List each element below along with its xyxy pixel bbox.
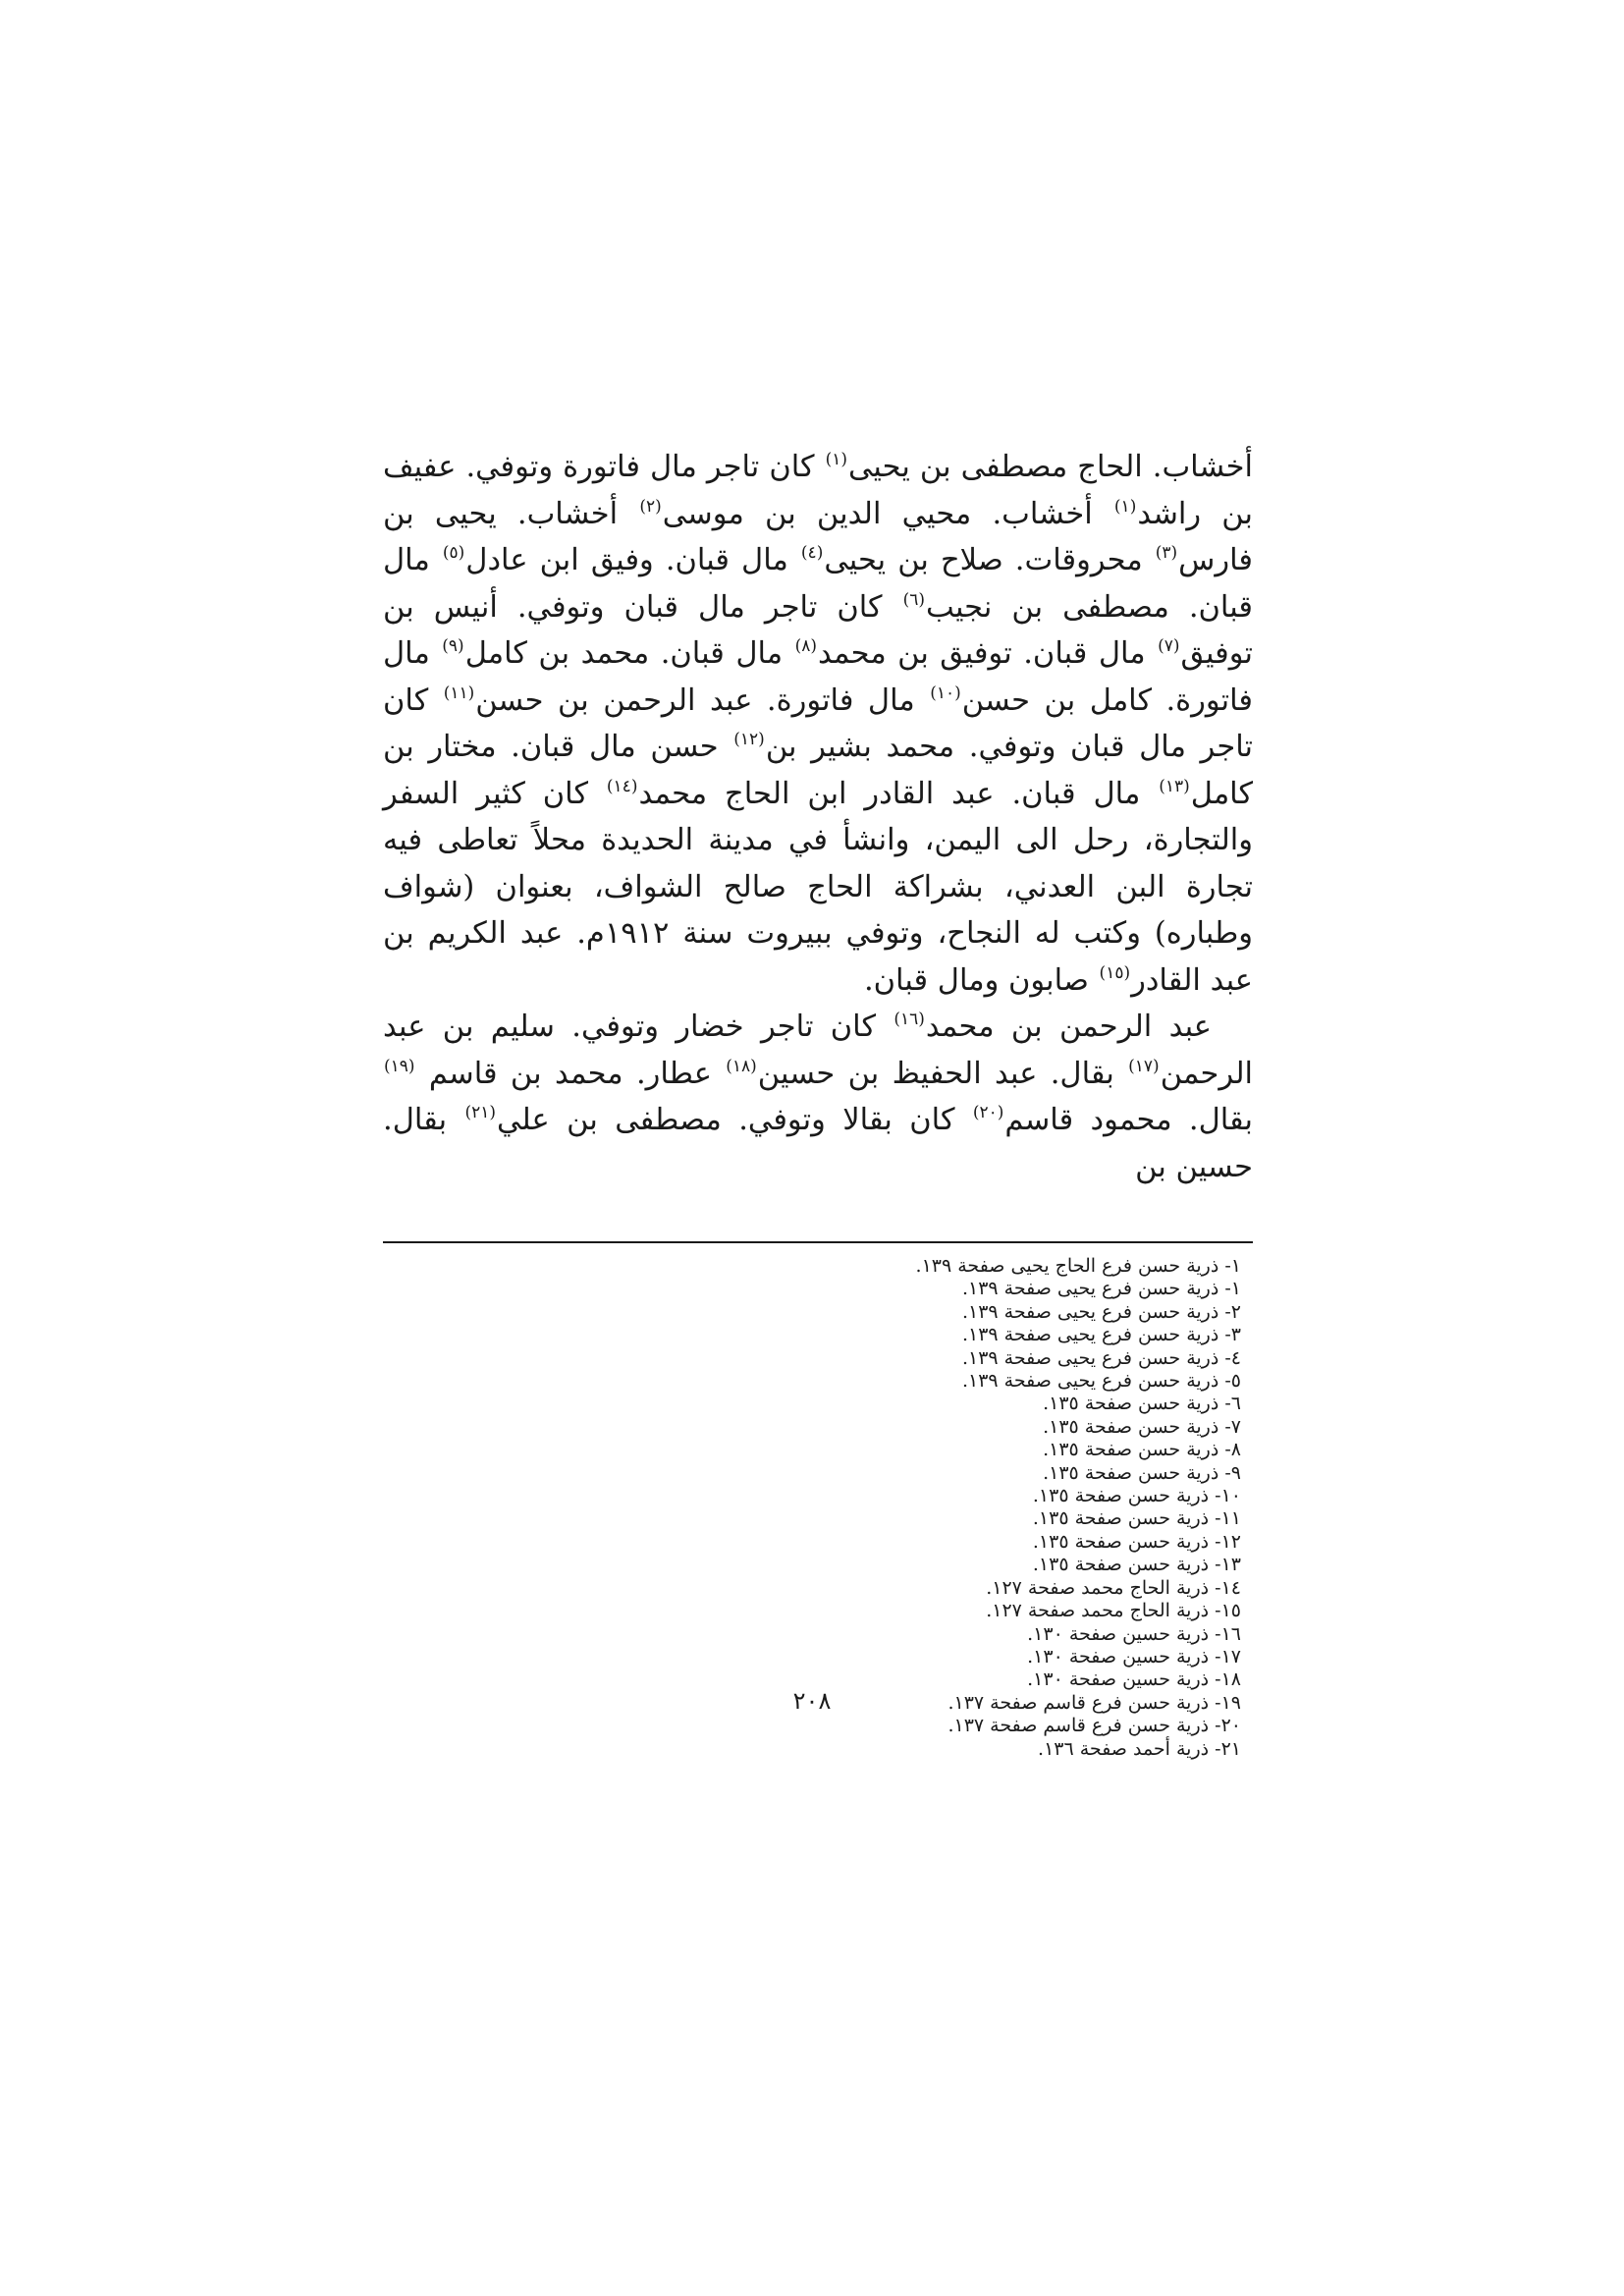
footnote-marker: (٢) [639,496,662,517]
footnote-marker: (٧) [1158,636,1180,656]
footnote-marker: (١٨) [726,1056,757,1076]
body-text [383,444,1253,1190]
body-text-run: بقال. حسين بن [383,1103,1253,1184]
body-text-run: كان بقالا وتوفي. مصطفى بن علي [497,1103,972,1137]
body-text-run: أخشاب. يحيى بن فارس [383,496,1253,577]
footnote-item: ١٢- ذرية حسن صفحة ١٣٥. [1032,1530,1241,1553]
footnote-marker: (١٠) [930,683,961,703]
footnote-marker: (١) [1113,496,1137,517]
footnote-marker: (٢١) [464,1103,496,1122]
footnote-marker: (١) [825,450,848,469]
footnote-item: ١- ذرية حسن فرع يحيى صفحة ١٣٩. [961,1278,1241,1300]
body-paragraph [383,444,1253,1004]
footnote-item: ١٩- ذرية حسن فرع قاسم صفحة ١٣٧. [947,1691,1241,1714]
body-text-run: صابون ومال قبان. [863,962,1099,998]
body-text-run: مال قبان. مصطفى بن نجيب [383,543,1253,625]
footnote-marker: (٦) [902,589,926,610]
footnote-item: ١٦- ذرية حسين صفحة ١٣٠. [1027,1622,1241,1645]
body-text-run: عطار. محمد بن قاسم [415,1056,726,1091]
footnote-marker: (١٢) [733,730,765,749]
body-text-run: مال قبان. محمد بن كامل [464,636,794,671]
body-text-run: أخشاب. الحاج مصطفى بن يحيى [848,450,1253,484]
footnote-item: ١٣- ذرية حسن صفحة ١٣٥. [1032,1554,1241,1576]
footnote-marker: (٣) [1155,543,1178,563]
footnote-item: ٢١- ذرية أحمد صفحة ١٣٦. [1038,1737,1241,1760]
body-text-run: بقال. محمود قاسم [1004,1103,1253,1137]
body-text-run: مال قبان. وفيق ابن عادل [465,543,800,577]
body-text-run: كان تاجر مال قبان وتوفي. أنيس بن توفيق [383,589,1253,671]
footnotes-list [554,1255,1241,1761]
footnote-item: ٣- ذرية حسن فرع يحيى صفحة ١٣٩. [961,1324,1241,1346]
page-number: ٢٠٨ [792,1687,832,1715]
footnote-marker: (١٧) [1128,1056,1160,1076]
footnote-marker: (١١) [443,683,475,703]
footnote-item: ٢٠- ذرية حسن فرع قاسم صفحة ١٣٧. [947,1715,1241,1737]
body-text-run: مال قبان. توفيق بن محمد [818,636,1158,671]
body-text-run: محروقات. صلاح بن يحيى [824,543,1155,577]
footnote-item: ٦- ذرية حسن صفحة ١٣٥. [1043,1393,1241,1415]
body-text-run: كان تاجر مال قبان وتوفي. محمد بشير بن [383,683,1253,764]
footnote-item: ٩- ذرية حسن صفحة ١٣٥. [1043,1461,1241,1484]
body-text-run: حسن مال قبان. مختار بن كامل [383,730,1253,811]
body-text-run: أخشاب. محيي الدين بن موسى [662,496,1113,531]
footnote-item: ١٤- ذرية الحاج محمد صفحة ١٢٧. [986,1576,1241,1599]
body-text-run: عبد الرحمن بن محمد [925,1010,1213,1044]
body-text-run: كان تاجر مال فاتورة وتوفي. عفيف بن راشد [383,450,1253,531]
footnote-item: ١٨- ذرية حسين صفحة ١٣٠. [1027,1668,1241,1691]
footnote-marker: (١٩) [384,1056,415,1076]
footnote-item: ٧- ذرية حسن صفحة ١٣٥. [1043,1415,1241,1438]
footnote-marker: (٢٠) [972,1103,1004,1122]
footnote-item: ١١- ذرية حسن صفحة ١٣٥. [1032,1507,1241,1530]
footnote-item: ١٧- ذرية حسين صفحة ١٣٠. [1027,1645,1241,1667]
footnote-item: ٤- ذرية حسن فرع يحيى صفحة ١٣٩. [961,1346,1241,1369]
footnote-marker: (١٥) [1099,962,1131,983]
footnote-marker: (١٦) [893,1010,925,1029]
footnote-marker: (١٤) [606,776,638,796]
footnote-divider [383,1241,1253,1243]
footnote-marker: (٩) [442,636,464,656]
body-text-run: بقال. عبد الحفيظ بن حسين [757,1056,1128,1091]
footnote-item: ١- ذرية حسن فرع الحاج يحيى صفحة ١٣٩. [915,1255,1241,1277]
footnote-marker: (٨) [794,636,817,656]
footnote-item: ١٠- ذرية حسن صفحة ١٣٥. [1032,1485,1241,1507]
footnote-item: ٨- ذرية حسن صفحة ١٣٥. [1043,1439,1241,1461]
body-text-run: مال فاتورة. كامل بن حسن [383,636,1253,718]
footnote-marker: (٤) [800,543,824,563]
footnote-item: ١٥- ذرية الحاج محمد صفحة ١٢٧. [986,1600,1241,1622]
body-paragraph [383,1004,1253,1190]
footnote-marker: (١٣) [1159,776,1190,796]
body-text-run: مال قبان. عبد القادر ابن الحاج محمد [638,776,1159,811]
body-text-run: كان تاجر خضار وتوفي. سليم بن عبد الرحمن [383,1010,1253,1091]
footnote-item: ٢- ذرية حسن فرع يحيى صفحة ١٣٩. [961,1300,1241,1323]
footnote-marker: (٥) [442,543,465,563]
body-text-run: مال فاتورة. عبد الرحمن بن حسن [475,683,930,718]
body-text-run: كان كثير السفر والتجارة، رحل الى اليمن، وانشأ في مدينة الحديدة محلاً تعاطى فيه تجارة البن العدني، بشراكة الحاج صالح الشواف، بعنوان (شواف وطباره) وكتب له النجاح، وتوفي ببيروت سنة ١٩١٢م. عبد الكريم بن عبد القادر [383,776,1253,998]
footnote-item: ٥- ذرية حسن فرع يحيى صفحة ١٣٩. [961,1370,1241,1393]
